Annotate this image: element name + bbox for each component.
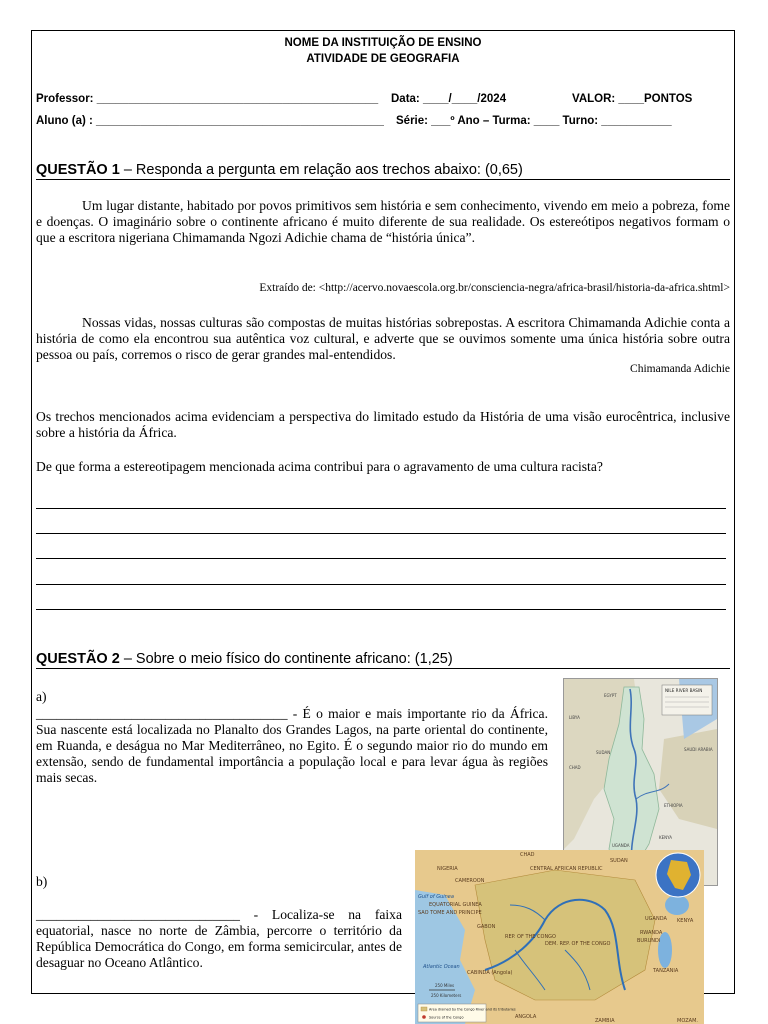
student-field[interactable]: Aluno (a) : _____________________________________________	[36, 115, 384, 127]
map-label: KENYA	[659, 835, 673, 840]
excerpt-2: Nossas vidas, nossas culturas são compostas de muitas histórias sobrepostas. A escritora Chimamanda Adichie conta a história de como ela encontrou sua autêntica voz cultural, e adverte que se ouvimos somente uma única história sobre outra pessoa ou país, corremos o risco de gerar grandes mal-entendidos.	[36, 315, 730, 362]
grade-class-shift-field[interactable]: Série: ___º Ano – Turma: ____ Turno: ___________	[396, 115, 672, 127]
item-a-label: a)	[36, 689, 47, 704]
activity-title: ATIVIDADE DE GEOGRAFIA	[306, 53, 460, 65]
question-2-title	[36, 651, 730, 669]
map-label: NIGERIA	[437, 866, 458, 872]
professor-field[interactable]: Professor: ____________________________________________	[36, 93, 379, 105]
scale-miles: 250 Miles	[435, 983, 455, 988]
item-b-text: ______________________________ - Localiza-se na faixa equatorial, nasce no norte de Zâmbia, percorre o território da República Democrática do Congo, em forma semicircular, antes de desaguar no Oceano Atlântico.	[36, 907, 402, 970]
map-label: LIBYA	[569, 715, 580, 720]
map-label: EQUATORIAL GUINEA	[429, 902, 482, 908]
map-label: SAUDI ARABIA	[684, 747, 713, 752]
congo-drainage-area-shape	[475, 870, 655, 1000]
map-label: CENTRAL AFRICAN REPUBLIC	[530, 866, 603, 872]
value-field[interactable]: VALOR: ____PONTOS	[572, 93, 693, 105]
map-label: KENYA	[677, 918, 694, 924]
map-label: ANGOLA	[515, 1014, 537, 1020]
item-b-label: b)	[36, 874, 48, 889]
map-label: Gulf of Guinea	[418, 894, 454, 900]
legend-source-label: Source of the Congo	[429, 1015, 464, 1020]
map-label: SUDAN	[610, 858, 628, 864]
excerpt-1-source: Extraído de: <http://acervo.novaescola.org.br/consciencia-negra/africa-brasil/historia-da-africa.shtml>	[259, 282, 730, 294]
map-label: ETHIOPIA	[664, 803, 683, 808]
question-1-instruction: – Responda a pergunta em relação aos trechos abaixo: (0,65)	[119, 162, 523, 178]
worksheet-page	[31, 30, 735, 1024]
question-2-number: QUESTÃO 2	[36, 651, 120, 667]
date-field[interactable]: Data: ____/____/2024	[391, 93, 507, 105]
map-label: TANZANIA	[653, 968, 679, 974]
answer-line[interactable]	[36, 508, 726, 509]
map-label: SAO TOME AND PRINCIPE	[418, 910, 482, 916]
map-label: EGYPT	[604, 693, 617, 698]
excerpt-2-author: Chimamanda Adichie	[630, 363, 730, 375]
map-legend-title: NILE RIVER BASIN	[665, 688, 703, 693]
question-2-instruction: – Sobre o meio físico do continente africano: (1,25)	[119, 651, 453, 667]
question-1-prompt: De que forma a estereotipagem mencionada acima contribui para o agravamento de uma cultura racista?	[36, 459, 603, 474]
map-label: MOZAM.	[677, 1018, 698, 1024]
excerpt-1: Um lugar distante, habitado por povos primitivos sem história e sem conhecimento, vivendo em meio a pobreza, fome e doenças. O imaginário sobre o continente africano é muito diferente de sua realidade. Os estereótipos negativos formam o que a escritora nigeriana Chimamanda Ngozi Adichie chama de “história única”.	[36, 198, 730, 245]
map-label: CABINDA (Angola)	[467, 970, 513, 976]
map-label: REP. OF THE CONGO	[505, 934, 556, 940]
map-label: RWANDA	[640, 930, 663, 936]
map-label: SUDAN	[596, 750, 611, 755]
answer-line[interactable]	[36, 609, 726, 610]
map-label: BURUNDI	[637, 938, 661, 944]
map-label: CHAD	[520, 852, 535, 858]
institution-name: NOME DA INSTITUIÇÃO DE ENSINO	[284, 37, 482, 49]
map-label: Atlantic Ocean	[423, 964, 460, 970]
map-label: UGANDA	[612, 843, 630, 848]
answer-line[interactable]	[36, 584, 726, 585]
map-label: UGANDA	[645, 916, 667, 922]
lake-victoria-shape	[665, 895, 689, 915]
map-label: CHAD	[569, 765, 581, 770]
scale-km: 250 Kilometers	[431, 993, 462, 998]
map-label: ZAMBIA	[595, 1018, 615, 1024]
context-paragraph: Os trechos mencionados acima evidenciam a perspectiva do limitado estudo da História de uma visão eurocêntrica, inclusive sobre a história da África.	[36, 409, 730, 440]
congo-basin-map	[415, 850, 704, 1024]
question-1-number: QUESTÃO 1	[36, 162, 120, 178]
map-label: GABON	[477, 924, 496, 930]
map-label: CAMEROON	[455, 878, 485, 884]
question-1-title	[36, 162, 730, 180]
item-a-text: _____________________________________ - É o maior e mais importante rio da África. Sua nascente está localizada no Planalto dos Grandes Lagos, na parte oriental do continente, em Ruanda, e deságua no Mar Mediterrâneo, no Egito. É o segundo maior rio do mundo em extensão, sendo de fundamental importância a população local e para levar água às regiões mais secas.	[36, 706, 548, 785]
answer-line[interactable]	[36, 558, 726, 559]
answer-line[interactable]	[36, 533, 726, 534]
map-label: DEM. REP. OF THE CONGO	[545, 941, 611, 947]
legend-area-label: Area drained by the Congo River and its tributaries	[429, 1007, 516, 1012]
